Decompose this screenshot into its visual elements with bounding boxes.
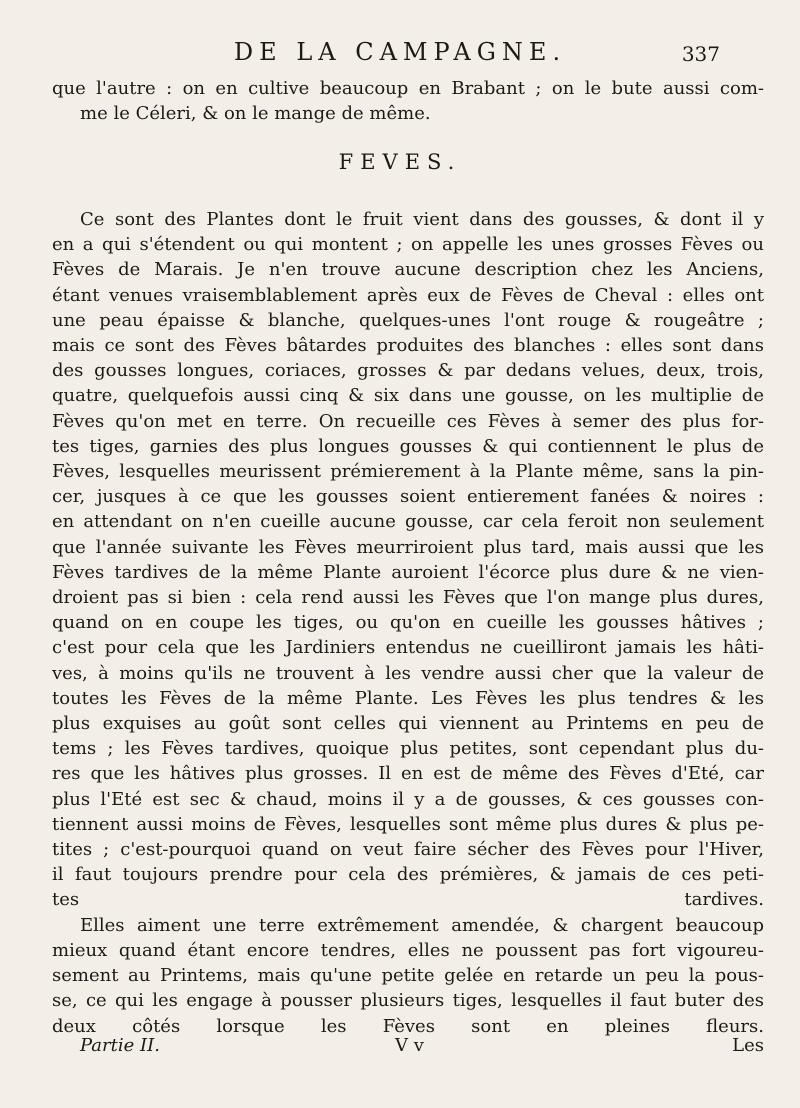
text-line: plus exquises au goût sont celles qui viennent au Printems en peu de [52,713,764,735]
text-line: Ce sont des Plantes dont le fruit vient dans des gousses, & dont il y [80,209,764,230]
page-number: 337 [681,42,720,66]
text-line: Fèves, lesquelles meurissent prémierement à la Plante même, sans la pin- [52,461,764,483]
text-line: toutes les Fèves de la même Plante. Les Fèves les plus tendres & les [52,687,764,709]
text-line: res que les hâtives plus grosses. Il en est de même des Fèves d'Eté, car [52,763,764,785]
text-line: Elles aiment une terre extrêmement amendée, & chargent beaucoup [80,914,764,936]
catchword: Les [732,1035,764,1056]
text-line: il faut toujours prendre pour cela des prémières, & jamais de ces peti- [52,864,764,886]
text-line: droient pas si bien : cela rend aussi les Fèves que l'on mange plus dures, [52,587,764,609]
text-line: mais ce sont des Fèves bâtardes produites des blanches : elles sont dans [52,335,764,357]
text-line: mieux quand étant encore tendres, elles ne poussent pas fort vigoureu- [52,939,764,961]
text-line: en attendant on n'en cueille aucune gousse, car cela feroit non seulement [52,511,764,533]
section-title: FEVES. [338,150,462,174]
part-label: Partie II. [80,1035,160,1056]
text-line: tiennent aussi moins de Fèves, lesquelles sont même plus dures & plus pe- [52,813,764,835]
text-line: que l'année suivante les Fèves meurriroient plus tard, mais aussi que les [52,536,764,558]
page-footer [52,1035,764,1063]
running-head [100,38,720,72]
signature-mark: V v [395,1035,424,1056]
text-line: c'est pour cela que les Jardiniers entendus ne cueilliront jamais les hâti- [52,637,764,659]
text-line: Fèves de Marais. Je n'en trouve aucune description chez les Anciens, [52,259,764,281]
text-line: une peau épaisse & blanche, quelques-unes l'ont rouge & rougeâtre ; [52,309,764,331]
text-line: ves, à moins qu'ils ne trouvent à les vendre aussi cher que la valeur de [52,662,764,684]
text-line: deux côtés lorsque les Fèves sont en pleines fleurs. [52,1015,764,1037]
text-line: Fèves tardives de la même Plante auroient l'écorce plus dure & ne vien- [52,561,764,583]
text-line: en a qui s'étendent ou qui montent ; on appelle les unes grosses Fèves ou [52,234,764,256]
text-line: Fèves qu'on met en terre. On recueille ces Fèves à semer des plus for- [52,410,764,432]
text-line: des gousses longues, coriaces, grosses & par dedans velues, deux, trois, [52,360,764,382]
running-title: DE LA CAMPAGNE. [233,38,567,66]
text-line: étant venues vraisemblablement après eux de Fèves de Cheval : elles ont [52,284,764,306]
text-line: tems ; les Fèves tardives, quoique plus petites, sont cependant plus du- [52,738,764,760]
text-line: tes tiges, garnies des plus longues gousses & qui contiennent le plus de [52,435,764,457]
text-line: tes tardives. [52,889,764,911]
text-line: quatre, quelquefois aussi cinq & six dans une gousse, on les multiplie de [52,385,764,407]
text-line: me le Céleri, & on le mange de même. [80,103,431,125]
text-line: sement au Printems, mais qu'une petite gelée en retarde un peu la pous- [52,965,764,987]
body-text [52,207,764,1039]
text-line: se, ce qui les engage à pousser plusieurs tiges, lesquelles il faut buter des [52,990,764,1012]
text-line: plus l'Eté est sec & chaud, moins il y a de gousses, & ces gousses con- [52,788,764,810]
text-line: que l'autre : on en cultive beaucoup en Brabant ; on le bute aussi com- [52,78,764,99]
text-line: quand on en coupe les tiges, ou qu'on en cueille les gousses hâtives ; [52,612,764,634]
text-line: cer, jusques à ce que les gousses soient entierement fanées & noires : [52,486,764,508]
intro-paragraph [52,76,764,127]
text-line: tites ; c'est-pourquoi quand on veut faire sécher des Fèves pour l'Hiver, [52,839,764,861]
